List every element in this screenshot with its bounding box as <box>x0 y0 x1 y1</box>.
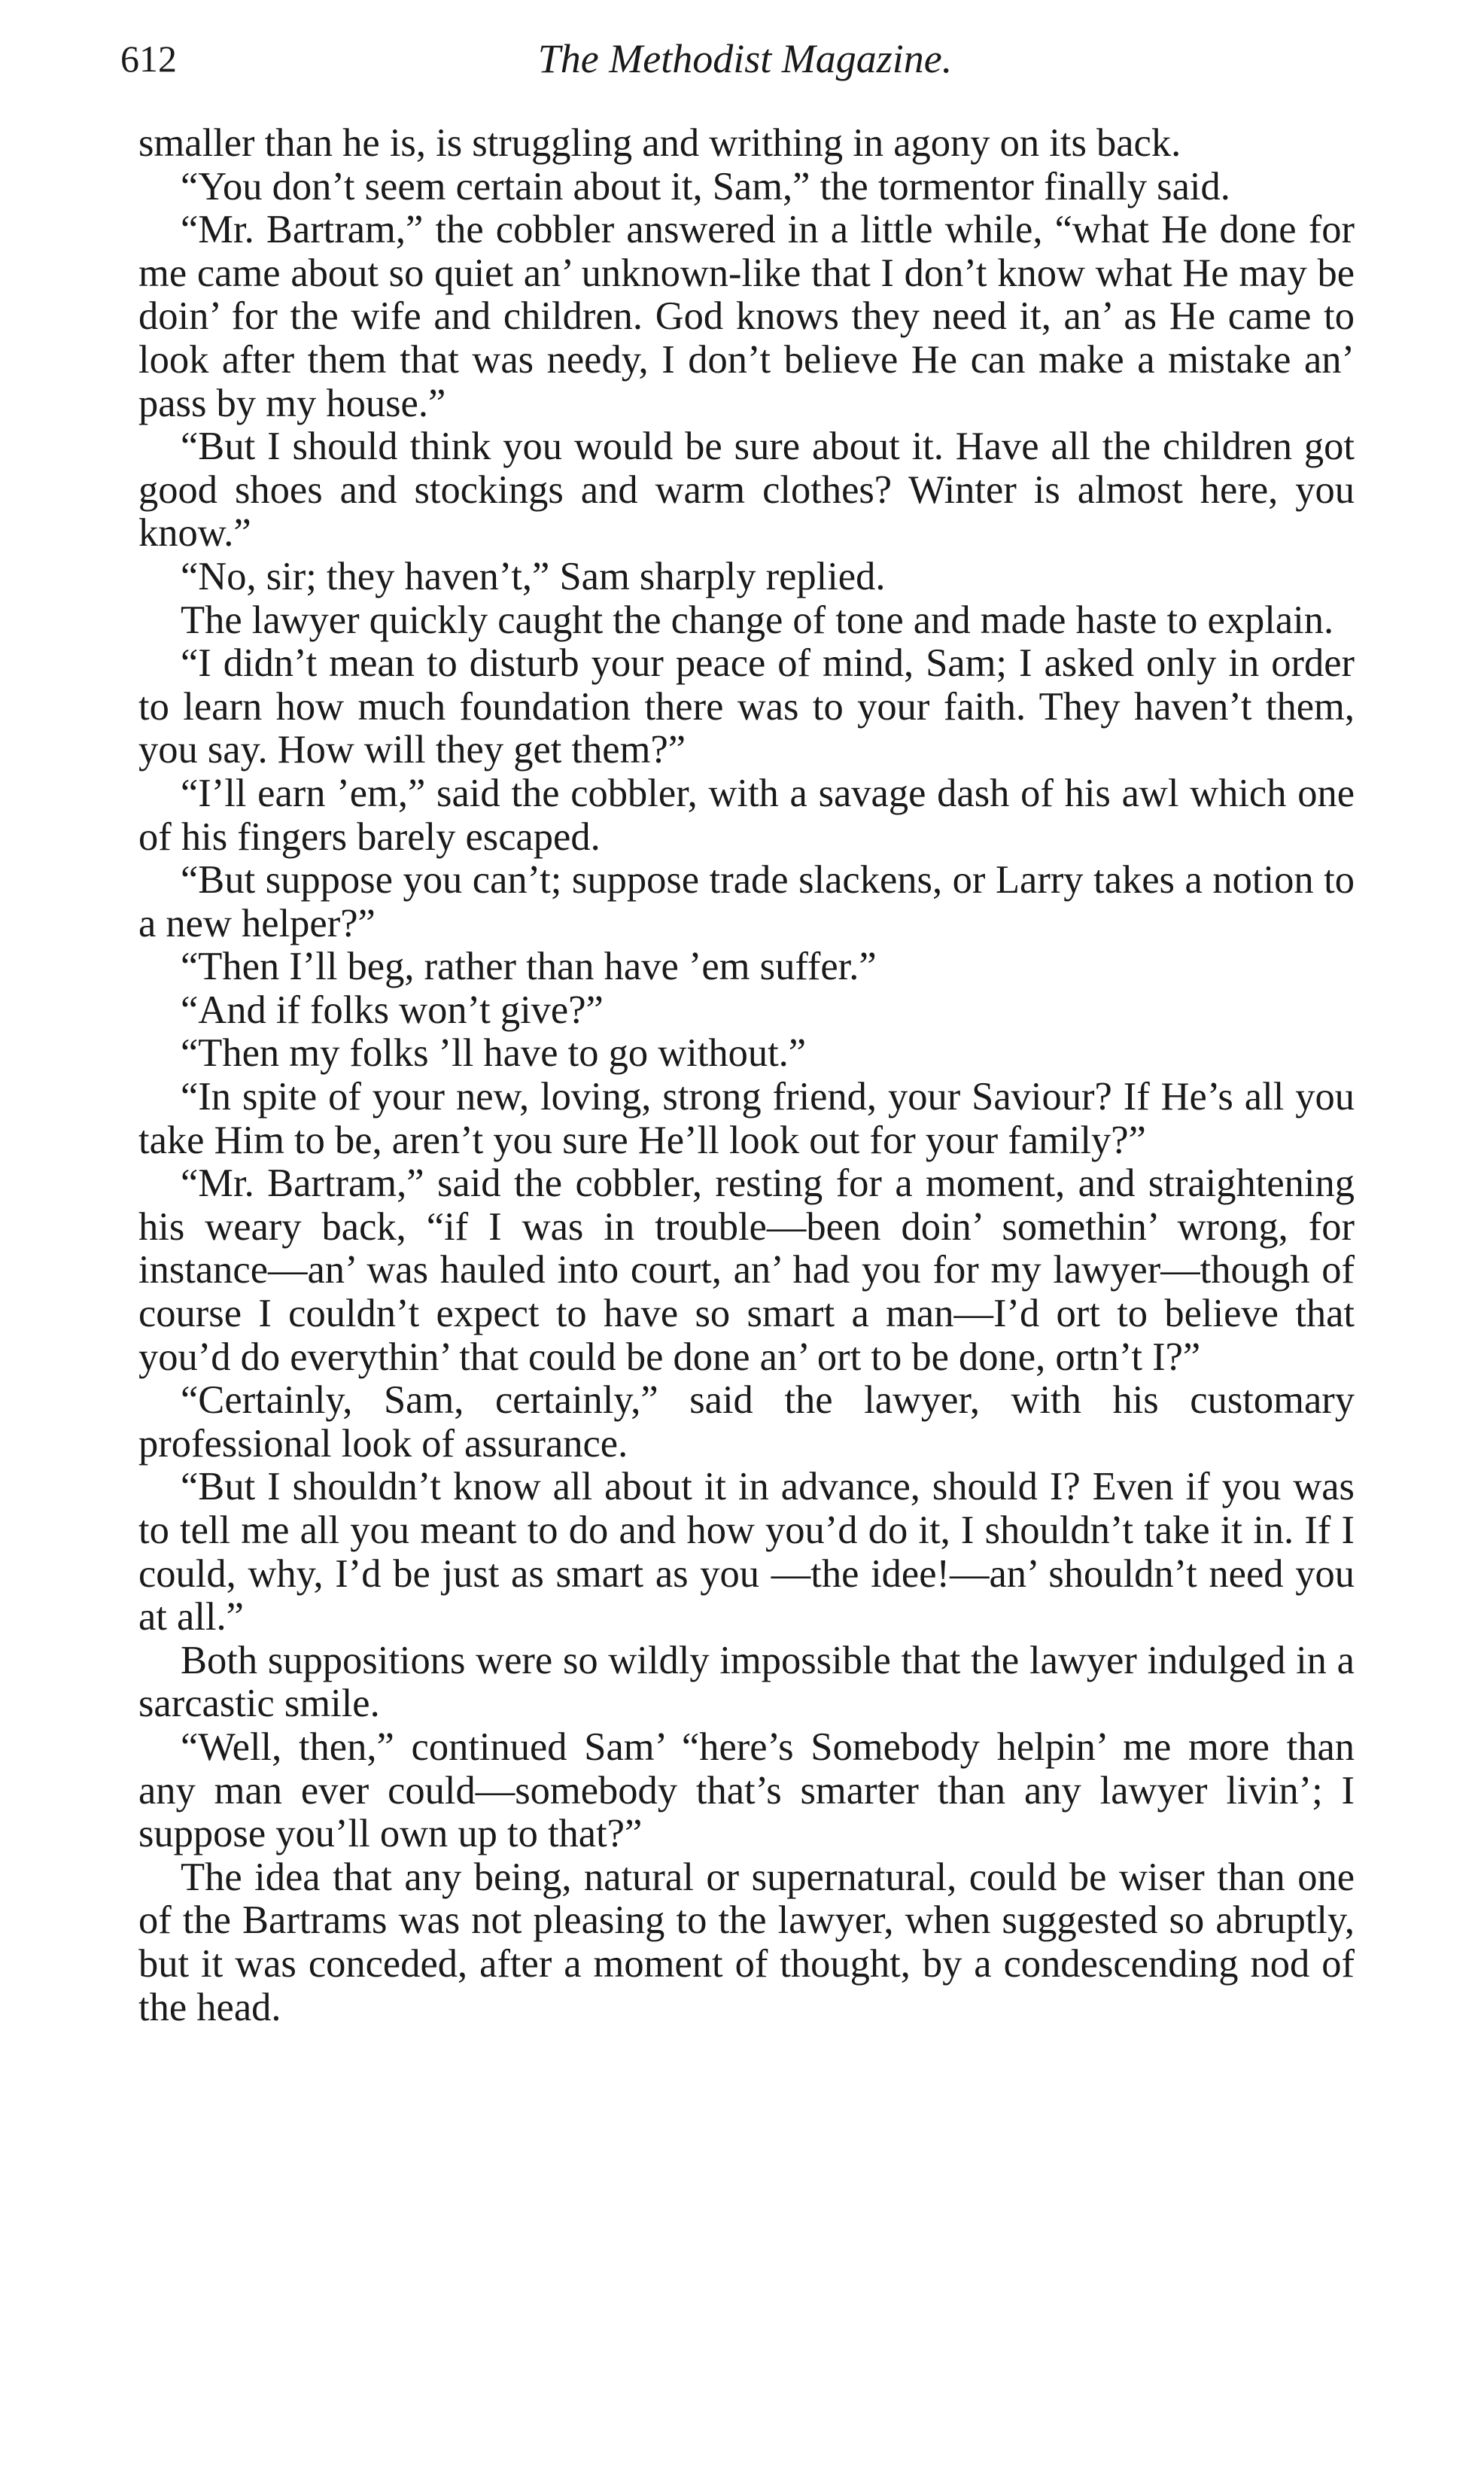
paragraph: “Then I’ll beg, rather than have ’em suffer.” <box>181 945 877 989</box>
paragraph: “Well, then,” continued Sam’ “here’s Somebody helpin’ me more than any man ever could—somebody that’s smarter than any lawyer livin’; I suppose you’ll own up to that?” <box>138 1724 1355 1856</box>
paragraph: “I didn’t mean to disturb your peace of mind, Sam; I asked only in order to learn how much foundation there was to your faith. They haven’t them, you say. How will they get them?” <box>138 641 1355 772</box>
paragraph: “But suppose you can’t; suppose trade slackens, or Larry takes a notion to a new helper?” <box>138 858 1355 945</box>
paragraph: The idea that any being, natural or supernatural, could be wiser than one of the Bartrams was not pleasing to the lawyer, when suggested so abruptly, but it was conceded, after a moment of thought, by a condescending nod of the head. <box>138 1855 1355 2029</box>
running-title: The Methodist Magazine. <box>537 36 953 81</box>
paragraph: “No, sir; they haven’t,” Sam sharply replied. <box>181 554 886 598</box>
paragraph: “And if folks won’t give?” <box>181 988 604 1032</box>
paragraph: “Certainly, Sam, certainly,” said the lawyer, with his customary professional look of assurance. <box>138 1378 1355 1466</box>
paragraph: “You don’t seem certain about it, Sam,” the tormentor finally said. <box>181 164 1230 209</box>
paragraph: “Mr. Bartram,” the cobbler answered in a little while, “what He done for me came about so quiet an’ unknown-like that I don’t know what He may be doin’ for the wife and children. God knows they need it, an’ as He came to look after them that was needy, I don’t believe He can make a mistake an’ pass by my house.” <box>138 208 1355 425</box>
paragraph: “I’ll earn ’em,” said the cobbler, with a savage dash of his awl which one of his fingers barely escaped. <box>138 771 1355 859</box>
paragraph: “Mr. Bartram,” said the cobbler, resting for a moment, and straightening his weary back, “if I was in trouble—been doin’ somethin’ wrong, for instance—an’ was hauled into court, an’ had you for my lawyer—though of course I couldn’t expect to have so smart a man—I’d ort to believe that you’d do everythin’ that could be done an’ ort to be done, ortn’t I?” <box>138 1161 1355 1379</box>
paragraph: “Then my folks ’ll have to go without.” <box>181 1031 807 1076</box>
paragraph: The lawyer quickly caught the change of tone and made haste to explain. <box>181 598 1334 642</box>
paragraph: “In spite of your new, loving, strong friend, your Saviour? If He’s all you take Him to be, aren’t you sure He’ll look out for your family?” <box>138 1075 1355 1162</box>
article-body <box>138 122 1355 2029</box>
page-header <box>120 29 1370 89</box>
paragraph: “But I should think you would be sure about it. Have all the children got good shoes and stockings and warm clothes? Winter is almost here, you know.” <box>138 425 1355 556</box>
paragraph: smaller than he is, is struggling and writhing in agony on its back. <box>138 121 1181 165</box>
paragraph: “But I shouldn’t know all about it in advance, should I? Even if you was to tell me all you meant to do and how you’d do it, I shouldn’t take it in. If I could, why, I’d be just as smart as you —the idee!—an’ shouldn’t need you at all.” <box>138 1465 1355 1639</box>
page-number: 612 <box>120 38 177 80</box>
paragraph: Both suppositions were so wildly impossible that the lawyer indulged in a sarcastic smile. <box>138 1638 1355 1726</box>
